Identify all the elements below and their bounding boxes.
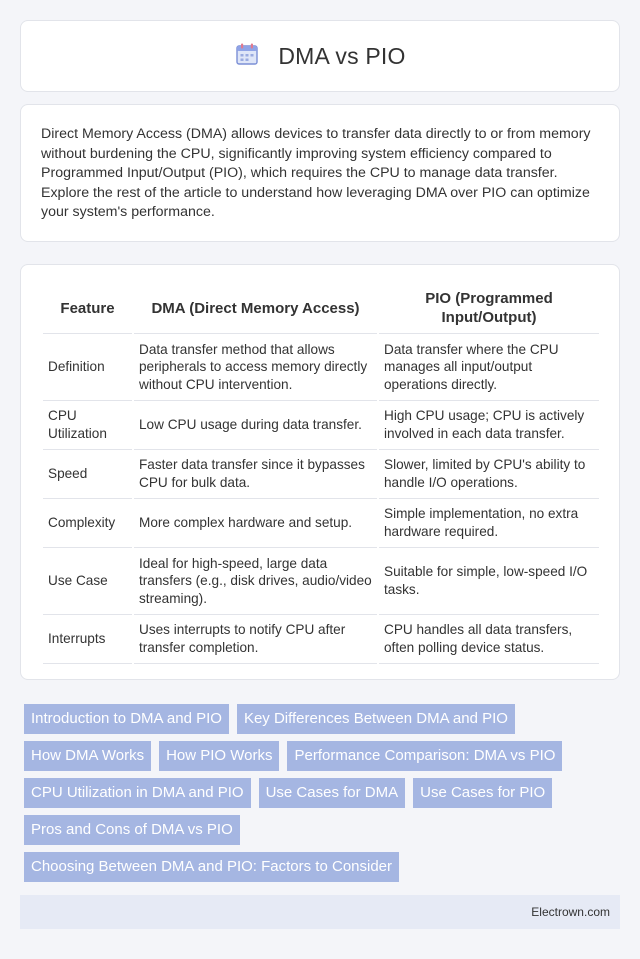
row-dma: Faster data transfer since it bypasses CPU for bulk data.: [134, 450, 377, 499]
intro-text: Direct Memory Access (DMA) allows devices to transfer data directly to or from memory without burdening the CPU, significantly improving system efficiency compared to Programmed Input/Output (PIO), which requires the CPU to manage data transfer. Explore the rest of the article to understand how leveraging DMA over PIO can optimize your system's performance.: [41, 126, 591, 221]
topic-link[interactable]: Use Cases for PIO: [413, 778, 552, 808]
calendar-icon: [234, 41, 260, 72]
table-row: [43, 401, 599, 450]
row-feature: Speed: [43, 450, 132, 499]
header-pio: PIO (Programmed Input/Output): [379, 283, 599, 334]
header-card: [20, 20, 620, 92]
table-row: [43, 615, 599, 664]
table-row: [43, 450, 599, 499]
topic-link[interactable]: Key Differences Between DMA and PIO: [237, 704, 515, 734]
row-pio: Data transfer where the CPU manages all input/output operations directly.: [379, 334, 599, 401]
topic-link[interactable]: Pros and Cons of DMA vs PIO: [24, 815, 240, 845]
row-dma: More complex hardware and setup.: [134, 499, 377, 548]
row-dma: Low CPU usage during data transfer.: [134, 401, 377, 450]
intro-card: [20, 104, 620, 242]
topic-link[interactable]: How DMA Works: [24, 741, 151, 771]
footer-site-name: Electrown.com: [531, 905, 610, 919]
table-row: [43, 499, 599, 548]
row-dma: Uses interrupts to notify CPU after transfer completion.: [134, 615, 377, 664]
row-dma: Ideal for high-speed, large data transfers (e.g., disk drives, audio/video streaming).: [134, 548, 377, 615]
header-dma: DMA (Direct Memory Access): [134, 283, 377, 334]
row-pio: Slower, limited by CPU's ability to handle I/O operations.: [379, 450, 599, 499]
header-feature: Feature: [43, 283, 132, 334]
table-row: [43, 548, 599, 615]
topic-link[interactable]: Introduction to DMA and PIO: [24, 704, 229, 734]
topic-link[interactable]: Choosing Between DMA and PIO: Factors to Consider: [24, 852, 399, 882]
table-header-row: [43, 283, 599, 334]
row-pio: High CPU usage; CPU is actively involved in each data transfer.: [379, 401, 599, 450]
page-title: DMA vs PIO: [278, 42, 406, 69]
row-feature: Complexity: [43, 499, 132, 548]
row-dma: Data transfer method that allows peripherals to access memory directly without CPU intervention.: [134, 334, 377, 401]
row-feature: Use Case: [43, 548, 132, 615]
row-pio: CPU handles all data transfers, often polling device status.: [379, 615, 599, 664]
row-feature: Definition: [43, 334, 132, 401]
topic-links: [24, 704, 616, 882]
row-pio: Simple implementation, no extra hardware required.: [379, 499, 599, 548]
table-row: [43, 334, 599, 401]
topic-link[interactable]: Use Cases for DMA: [259, 778, 406, 808]
comparison-table-card: [20, 264, 620, 680]
comparison-table: [41, 283, 601, 664]
topic-link[interactable]: Performance Comparison: DMA vs PIO: [287, 741, 562, 771]
topic-link[interactable]: How PIO Works: [159, 741, 279, 771]
row-pio: Suitable for simple, low-speed I/O tasks.: [379, 548, 599, 615]
footer: [20, 895, 620, 929]
topic-link[interactable]: CPU Utilization in DMA and PIO: [24, 778, 251, 808]
row-feature: CPU Utilization: [43, 401, 132, 450]
row-feature: Interrupts: [43, 615, 132, 664]
